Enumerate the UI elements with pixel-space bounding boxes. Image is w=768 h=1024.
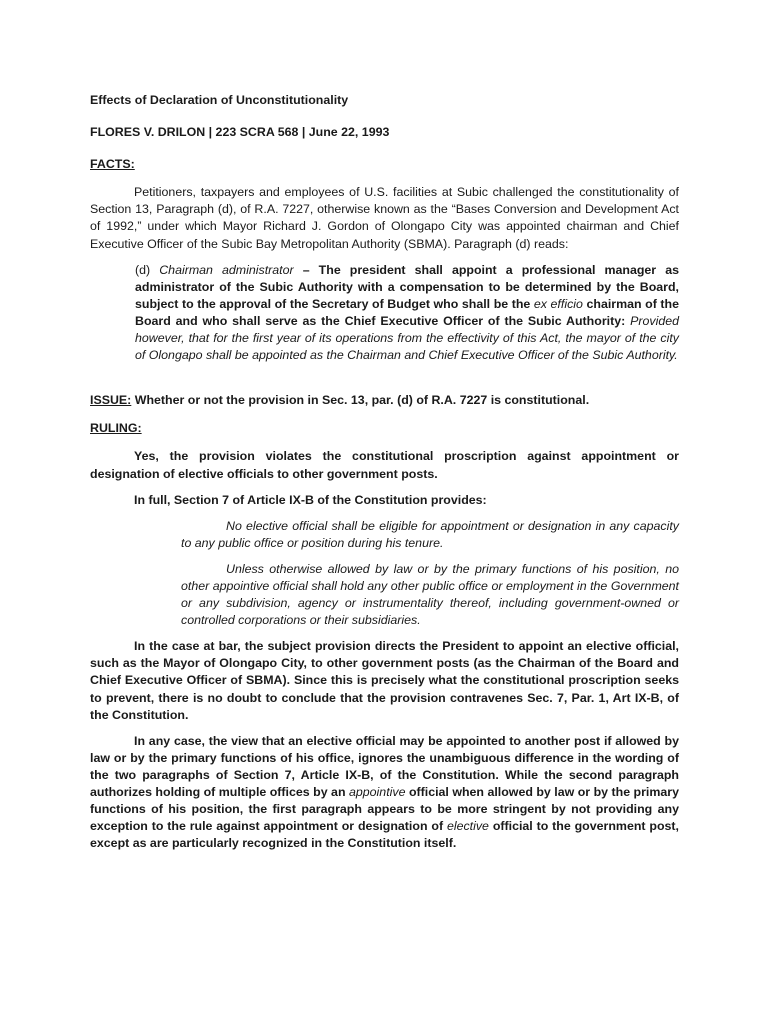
issue-line — [90, 392, 679, 409]
ruling-paragraph-3: In the case at bar, the subject provision directs the President to appoint an elective official, such as the Mayor of Olongapo City, to other government posts (as the Chairman of the Board and Chief Executive Officer of SBMA). Since this is precisely what the constitutional proscription seeks to prevent, there is no doubt to conclude that the provision contravenes Sec. 7, Par. 1, Art IX-B, of the Constitution. — [90, 639, 679, 722]
quote-text-2: chairman of the Board and who shall serve as the Chief Executive Officer of the Subic Authority: — [135, 296, 679, 328]
facts-heading: FACTS: — [90, 157, 135, 172]
constitution-quote-2: Unless otherwise allowed by law or by the primary functions of his position, no other appointive official shall hold any other public office or employment in the Government or any subdivision, agency or instrumentality thereof, including government-owned or controlled corporations or their subsidiaries. — [181, 561, 679, 628]
quote-prefix: (d) — [135, 262, 160, 277]
quote-label: Chairman administrator — [159, 262, 294, 277]
issue-heading: ISSUE: — [90, 393, 132, 408]
para4-elective: elective — [446, 819, 489, 834]
para4-part-a: In any case, the view that an elective official may be appointed to another post if allowed by law or by the primary functions of his office, ignores the unambiguous difference in the wording of the two paragraphs of Section 7, Article IX-B, of the Constitution. While the second paragraph authorizes holding of multiple offices by an — [90, 733, 679, 799]
ruling-heading: RULING: — [90, 421, 142, 436]
para4-part-b: official when allowed by law or by the primary functions of his position, the first paragraph appears to be more stringent by not providing any exception to the rule against appointment or designation of — [90, 785, 679, 834]
quote-ex-officio: ex efficio — [533, 296, 583, 311]
para4-appointive: appointive — [348, 785, 406, 799]
facts-paragraph: Petitioners, taxpayers and employees of U.S. facilities at Subic challenged the constitutionality of Section 13, Paragraph (d), of R.A. 7227, otherwise known as the “Bases Conversion and Development Act of 1992,” under which Mayor Richard J. Gordon of Olongapo City was appointed chairman and Chief Executive Officer of the Subic Bay Metropolitan Authority (SBMA). Paragraph (d) reads: — [90, 185, 679, 251]
ruling-heading-line — [90, 420, 679, 437]
facts-heading-line — [90, 156, 679, 173]
document-page — [90, 92, 679, 852]
issue-text: Whether or not the provision in Sec. 13, par. (d) of R.A. 7227 is constitutional. — [131, 393, 590, 408]
ruling-paragraph-4 — [90, 733, 679, 853]
ruling-paragraph-2: In full, Section 7 of Article IX-B of the Constitution provides: — [134, 492, 487, 507]
provision-quote — [135, 262, 679, 365]
quote-text-1: – The president shall appoint a professional manager as administrator of the Subic Authority with a compensation to be determined by the Board, subject to the approval of the Secretary of Budget who shall be the — [135, 262, 679, 311]
constitution-quote-1: No elective official shall be eligible for appointment or designation in any capacity to any public office or position during his tenure. — [181, 518, 679, 550]
document-title: Effects of Declaration of Unconstitutionality — [90, 93, 349, 107]
quote-proviso: Provided however, that for the first year of its operations from the effectivity of this Act, the mayor of the city of Olongapo shall be appointed as the Chairman and Chief Executive Officer of the Subic Authority. — [135, 313, 679, 363]
para4-part-c: official to the government post, except as are particularly recognized in the Constitution itself. — [90, 819, 679, 851]
ruling-paragraph-1: Yes, the provision violates the constitutional proscription against appointment or designation of elective officials to other government posts. — [90, 449, 679, 481]
case-caption: FLORES V. DRILON | 223 SCRA 568 | June 22, 1993 — [90, 125, 390, 140]
